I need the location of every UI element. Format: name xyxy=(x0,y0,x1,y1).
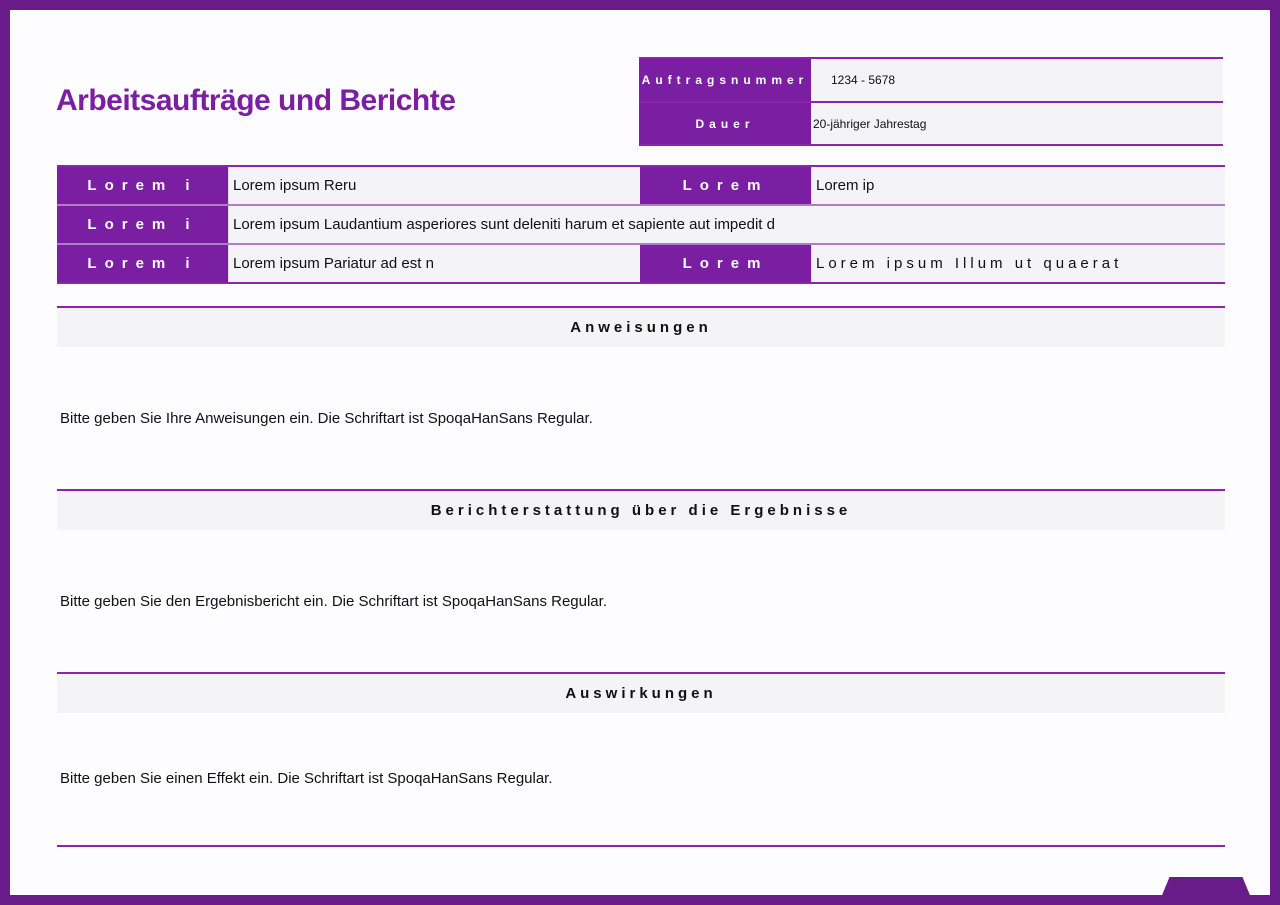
info-label: Lorem xyxy=(640,167,811,204)
section-heading: Berichterstattung über die Ergebnisse xyxy=(57,491,1225,530)
section-body[interactable]: Bitte geben Sie Ihre Anweisungen ein. Die Schriftart ist SpoqaHanSans Regular. xyxy=(60,410,593,427)
section-effects xyxy=(57,672,1225,787)
section-instructions xyxy=(57,306,1225,427)
info-value[interactable]: Lorem ipsum Illum ut quaerat xyxy=(811,245,1225,282)
order-number-label: Auftragsnummer xyxy=(639,59,811,101)
section-body[interactable]: Bitte geben Sie den Ergebnisbericht ein. Die Schriftart ist SpoqaHanSans Regular. xyxy=(60,593,607,610)
info-label: Lorem i xyxy=(57,206,228,243)
order-number-value[interactable]: 1234 - 5678 xyxy=(811,59,1223,101)
frame-tab-bottom xyxy=(1158,877,1254,905)
info-row xyxy=(57,167,1225,206)
info-row xyxy=(57,206,1225,245)
info-label: Lorem i xyxy=(57,245,228,282)
info-label: Lorem i xyxy=(57,167,228,204)
page-title: Arbeitsaufträge und Berichte xyxy=(56,84,456,117)
section-body[interactable]: Bitte geben Sie einen Effekt ein. Die Schriftart ist SpoqaHanSans Regular. xyxy=(60,770,553,787)
duration-value[interactable]: 20-jähriger Jahrestag xyxy=(811,103,1223,144)
section-results xyxy=(57,489,1225,610)
info-value[interactable]: Lorem ip xyxy=(811,167,1225,204)
duration-label: Dauer xyxy=(639,103,811,144)
order-number-row xyxy=(639,57,1223,101)
duration-row xyxy=(639,101,1223,146)
info-value[interactable]: Lorem ipsum Reru xyxy=(228,167,640,204)
order-info-table xyxy=(639,57,1223,146)
section-heading: Auswirkungen xyxy=(57,674,1225,713)
info-value[interactable]: Lorem ipsum Pariatur ad est n xyxy=(228,245,640,282)
info-row xyxy=(57,245,1225,284)
info-value[interactable]: Lorem ipsum Laudantium asperiores sunt deleniti harum et sapiente aut impedit d xyxy=(228,206,1225,243)
closing-divider xyxy=(57,845,1225,847)
info-grid xyxy=(57,165,1225,284)
info-label: Lorem xyxy=(640,245,811,282)
section-heading: Anweisungen xyxy=(57,308,1225,347)
